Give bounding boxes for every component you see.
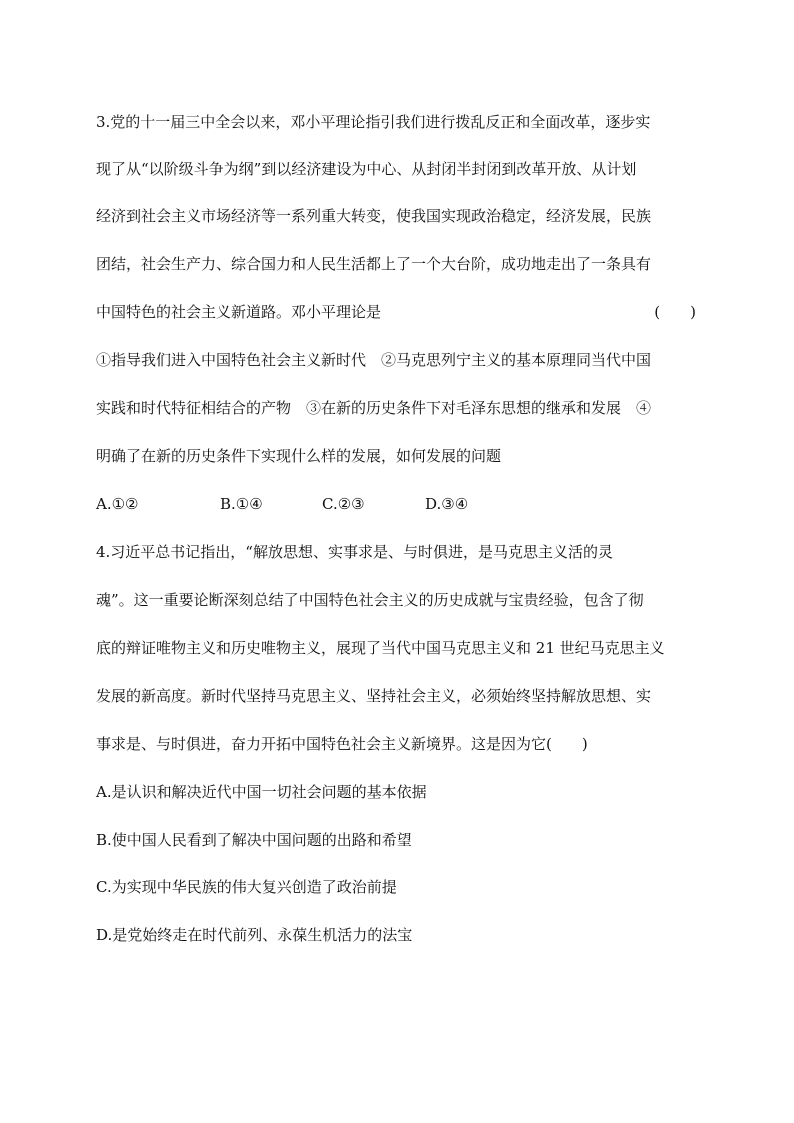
q3-option-c[interactable]: C.②③	[322, 495, 365, 513]
q3-stem-line-5	[96, 302, 700, 322]
q3-option-a[interactable]: A.①②	[96, 495, 139, 513]
q3-options-row	[96, 494, 700, 514]
q4-option-b[interactable]: B.使中国人民看到了解决中国问题的出路和希望	[96, 831, 412, 849]
q3-statements-line-1: ①指导我们进入中国特色社会主义新时代 ②马克思列宁主义的基本原理同当代中国	[96, 351, 652, 369]
q4-stem-line-1: 4.习近平总书记指出，“解放思想、实事求是、与时俱进，是马克思主义活的灵	[96, 543, 613, 561]
q3-option-d[interactable]: D.③④	[425, 495, 469, 513]
q3-stem-line-4: 团结，社会生产力、综合国力和人民生活都上了一个大台阶，成功地走出了一条具有	[96, 255, 652, 273]
q4-stem-line-4: 发展的新高度。新时代坚持马克思主义、坚持社会主义，必须始终坚持解放思想、实	[96, 687, 652, 705]
q3-stem-last-text: 中国特色的社会主义新道路。邓小平理论是	[96, 303, 382, 321]
q3-stem-line-3: 经济到社会主义市场经济等一系列重大转变，使我国实现政治稳定，经济发展，民族	[96, 207, 652, 225]
q4-option-a[interactable]: A.是认识和解决近代中国一切社会问题的基本依据	[96, 783, 427, 801]
q4-stem-line-3: 底的辩证唯物主义和历史唯物主义，展现了当代中国马克思主义和 21 世纪马克思主义	[96, 639, 665, 657]
q3-stem-line-1: 3.党的十一届三中全会以来，邓小平理论指引我们进行拨乱反正和全面改革，逐步实	[96, 113, 651, 131]
q4-stem-line-5: 事求是、与时俱进，奋力开拓中国特色社会主义新境界。这是因为它( )	[96, 735, 588, 753]
q4-option-d[interactable]: D.是党始终走在时代前列、永葆生机活力的法宝	[96, 926, 413, 944]
q3-option-b[interactable]: B.①④	[220, 495, 263, 513]
q4-option-c[interactable]: C.为实现中华民族的伟大复兴创造了政治前提	[96, 878, 397, 896]
q3-statements-line-3: 明确了在新的历史条件下实现什么样的发展，如何发展的问题	[96, 447, 502, 465]
q3-statements-line-2: 实践和时代特征相结合的产物 ③在新的历史条件下对毛泽东思想的继承和发展 ④	[96, 399, 652, 417]
q3-answer-blank: ( )	[654, 303, 696, 321]
q4-stem-line-2: 魂”。这一重要论断深刻总结了中国特色社会主义的历史成就与宝贵经验，包含了彻	[96, 591, 644, 609]
q3-stem-line-2: 现了从“以阶级斗争为纲”到以经济建设为中心、从封闭半封闭到改革开放、从计划	[96, 160, 637, 178]
